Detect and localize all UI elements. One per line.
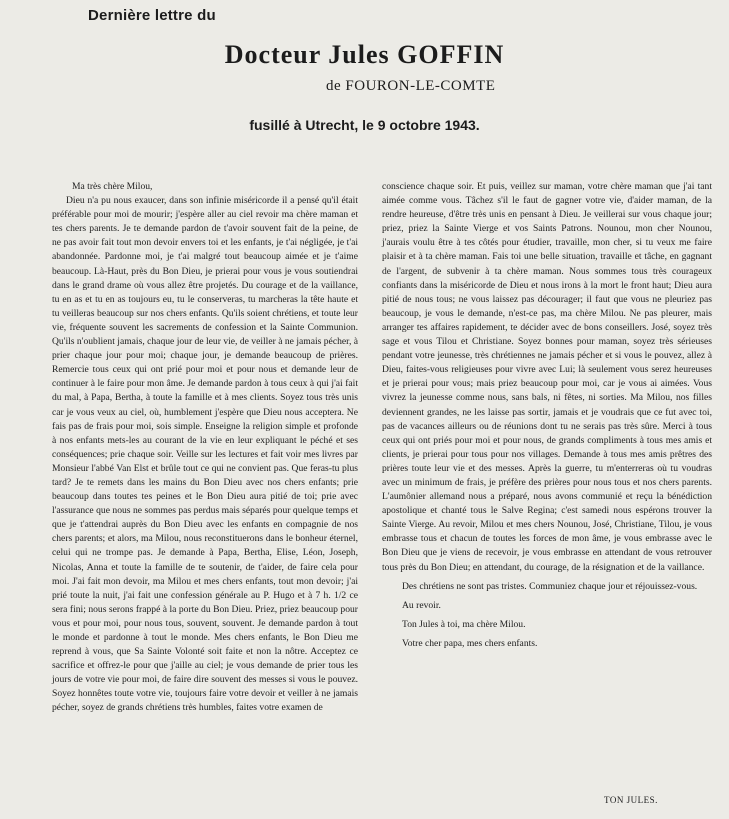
closing-line-1: Des chrétiens ne sont pas tristes. Communiez chaque jour et réjouissez-vous. [402,580,698,592]
letter-paragraph-right: conscience chaque soir. Et puis, veillez sur maman, votre chère maman que j'ai tant aimée comme vous. Tâchez s'il le faut de gagner votre vie, d'aider maman, de la rendre heureuse, d'être très unis en pensant à Dieu. Je veillerai sur vous chaque jour; priez, priez la Sainte Vierge et vos Saints Patrons. Nounou, mon cher Nounou, j'aurais voulu être à tes côtés pour étudier, travaille, mon cher, si tu veux me faire plaisir et à ta chère maman. Fais toi une belle situation, travaille et tâche, en gagnant de l'argent, de subvenir à ta chère maman. Nous sommes tous très courageux confiants dans la miséricorde de Dieu et nous irons à la mort le front haut; Dieu aura pitié de nous tous; ne vous laissez pas décourager; il faut que vous ne pleuriez pas beaucoup, je vous le demande, n'est-ce pas, ma chère Milou. Ne pas pleurer, mais arranger tes affaires rapidement, te décider avec de bons conseillers. José, soyez très sage et vous Tilou et Christiane. Soyez bonnes pour maman, soyez très sérieuses pendant votre jeunesse, très chrétiennes ne jamais pécher et si vous le pouvez, allez à Dieu, faites-vous religieuses pour vivre avec Lui; là seulement vous serez heureuses et je prierai pour vous; mais priez beaucoup pour moi, car je vous ai aimées. Vous vivrez la jeunesse comme nous, sans bals, ni fêtes, ni sorties. Ma Milou, nos filles deviennent grandes, ne les laisse pas sortir, jamais et je voudrais que ce fut avec toi, pas de vacances ailleurs ou de réunions dont tu ne serais pas très sûre. Merci à tous ceux qui ont priés pour moi et pour nous, de grands compliments à tous mes amis et clients, je prierai pour tous pour nos villages. Demande à tous mes amis prêtres des prières toute leur vie et des messes. Après la guerre, tu m'enterreras où tu voudras avec un minimum de frais, je préfère des prières pour nous tous et nos chers parents. L'aumônier allemand nous a préparé, nous avons communié et reçu la bénédiction apostolique et chanté tous le Salve Regina; c'est samedi nous espérons trouver la Sainte Vierge. Au revoir, Milou et mes chers Nounou, José, Christiane, Tilou, je vous embrasse tous et chacun de toutes les forces de mon âme, je vous embrasse avec le Bon Dieu que je viens de recevoir, je vous embrasse en attendant de vous retrouver tous près du Bon Dieu; en attendant, du courage, de la résignation et de la vaillance. [382,181,712,573]
closing-line-4: Votre cher papa, mes chers enfants. [402,637,538,649]
signature: TON JULES. [604,795,658,805]
execution-line: fusillé à Utrecht, le 9 octobre 1943. [249,117,480,133]
closing-line-2: Au revoir. [402,599,441,611]
letter-paragraph-left: Dieu n'a pu nous exaucer, dans son infinie miséricorde il a pensé qu'il était préférable pour moi de mourir; j'espère aller au ciel revoir ma chère maman et tes chers parents. Je te demande pardon de t'avoir souvent fait de la peine, de ne pas avoir fait tout mon devoir envers toi et les enfants, je t'ai négligée, je t'ai abandonnée. Pardonne moi, je t'ai malgré tout beaucoup aimée et je t'aime beaucoup. Là-Haut, près du Bon Dieu, je prierai pour vous je vous soutiendrai dans le grand drame où vous allez être projetés. Du courage et de la vaillance, tu en as et tu en as toujours eu, tu le conserveras, tu marcheras la tête haute et tu veilleras beaucoup sur nos chers enfants. Qu'ils soient chrétiens, et toute leur vie, fréquente souvent les sacrements de confession et la Sainte Communion. Qu'ils n'oublient jamais, chaque jour de leur vie, de veiller à ne jamais pécher, à prier chaque jour pour moi; chaque jour, je demande beaucoup de prières. Remercie tous ceux qui ont prié pour moi et pour nous et demande leur de continuer à le faire pour mon âme. Je demande pardon à tous ceux à qui j'ai fait du mal, à Papa, Bertha, à toute la famille et à mes clients. Soyez tous très unis car je vous veux au ciel, où, humblement j'espère que Dieu nous acceptera. Ne fais pas de frais pour moi, sois simple. Enseigne la religion simple et profonde à nos enfants mets-les au courant de la vie en leur expliquant le péché et ses conséquences; prie chaque soir. Veille sur les lectures et fait voir mes livres par Monsieur l'abbé Van Elst et brûle tout ce qui ne convient pas. Que feras-tu plus tard? Je te remets dans les mains du Bon Dieu avec nos chers enfants; prie beaucoup dans toutes tes peines et le Bon Dieu aura pitié de toi; prie avec l'assurance que nous ne sommes pas perdus mais séparés pour quelque temps et que je t'attendrai auprès du Bon Dieu avec les enfants en compagnie de nos chers parents; et alors, ma Milou, nous reconstituerons dans le bonheur éternel, celui qui ne trompe pas. Je demande à Papa, Bertha, Elise, Léon, Joseph, Nicolas, Anna et toute la famille de te soutenir, de t'aider, de faire cela pour moi. J'ai fait mon devoir, ma Milou et mes chers enfants, tout mon devoir; j'ai prié toute la nuit, j'ai fait une confession générale au P. Hugo et à 7 h. 1/2 ce sera fini; nous serons frappé à la porte du Bon Dieu. Priez, priez beaucoup pour vous et pour moi, pour nous tous, souvent, souvent. Je demande pardon à tout le monde et pardonne à tout le monde. Mes chers enfants, le Bon Dieu me reprend à vous, que Sa Sainte Volonté soit faite et non la nôtre. Acceptez ce sacrifice et offrez-le pour que j'aille au ciel; je vous demande de prier tous les jours de votre vie pour moi, de faire dire souvent des messes si vous le pouvez. Soyez honnêtes toute votre vie, toujours faire votre devoir et veiller à ne jamais pécher, soyez de grands chrétiens très humbles, faites votre examen de [52,195,358,714]
letter-column-left [52,180,358,716]
letter-column-right [382,180,712,651]
salutation: Ma très chère Milou, [72,181,153,192]
subtitle: de FOURON-LE-COMTE [326,78,496,94]
closing-line-3: Ton Jules à toi, ma chère Milou. [402,618,526,630]
page-title: Docteur Jules GOFFIN [224,40,505,69]
pre-title: Dernière lettre du [88,7,216,24]
